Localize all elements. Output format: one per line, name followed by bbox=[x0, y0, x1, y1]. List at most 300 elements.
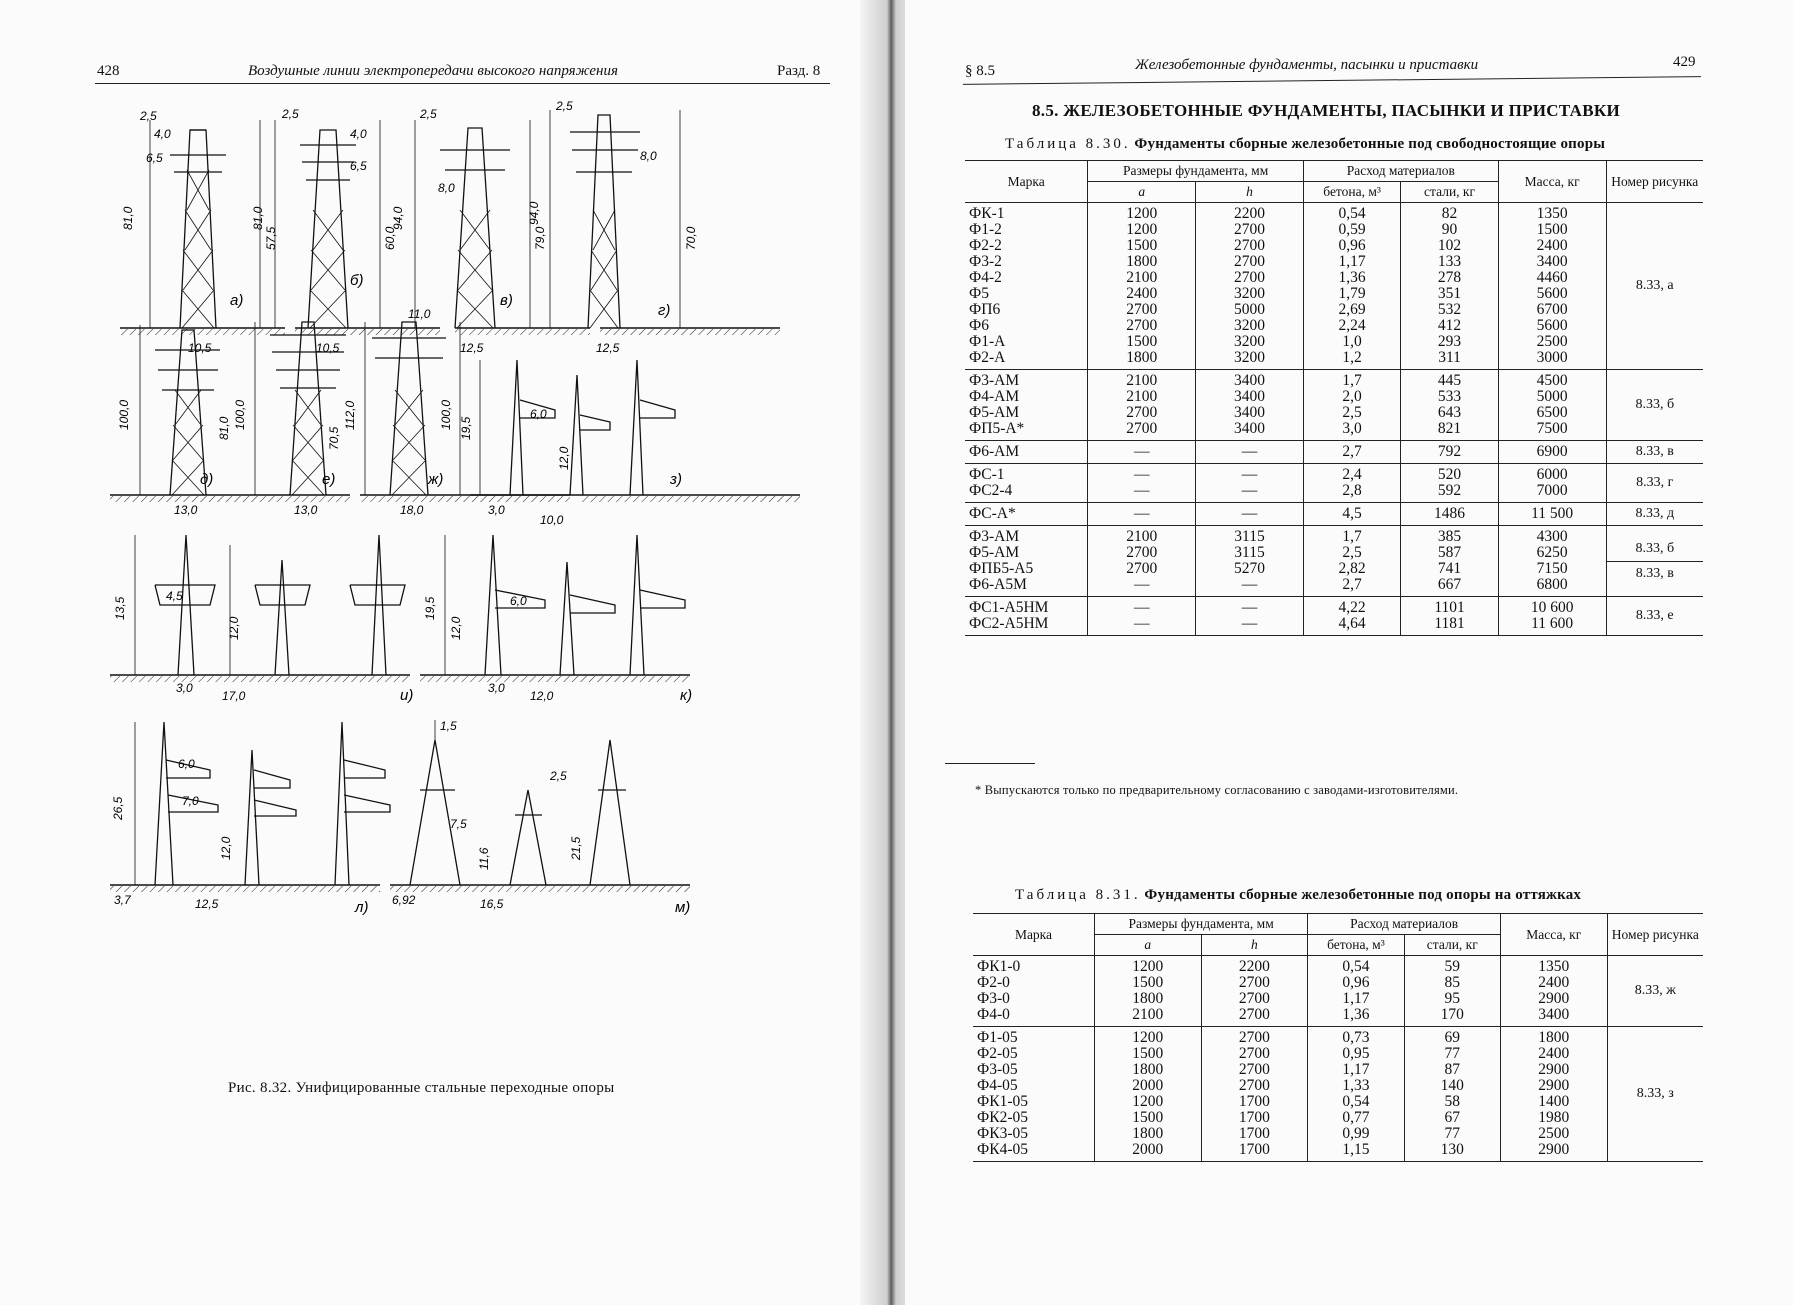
cell-fig bbox=[1606, 526, 1703, 597]
cell-value: 8.33, в bbox=[1635, 444, 1674, 459]
cell-value: 7150 bbox=[1536, 560, 1568, 577]
dim-l-arm2: 7,0 bbox=[182, 794, 199, 808]
cell-value: 6700 bbox=[1536, 301, 1568, 318]
label-g: г) bbox=[658, 302, 671, 319]
cell-value: 2100 bbox=[1126, 528, 1158, 545]
cell-value: 1200 bbox=[1126, 205, 1158, 222]
cell-value: 0,54 bbox=[1338, 205, 1366, 222]
dim-a-top: 4,0 bbox=[154, 127, 171, 141]
cell-value: ФС2-А5НМ bbox=[969, 615, 1049, 632]
cell-value: Ф1-А bbox=[969, 333, 1006, 350]
cell-steel bbox=[1401, 597, 1498, 636]
header-rule bbox=[95, 83, 830, 84]
cell-a bbox=[1088, 597, 1196, 636]
cell-fig bbox=[1606, 464, 1703, 503]
cell-value: 1200 bbox=[1132, 1093, 1164, 1110]
cell-steel bbox=[1401, 370, 1498, 441]
cell-mass bbox=[1498, 464, 1606, 503]
table-831-title: Фундаменты сборные железобетонные под опоры на оттяжках bbox=[1144, 887, 1582, 903]
cell-value: 6800 bbox=[1536, 576, 1568, 593]
cell-value: — bbox=[1133, 505, 1150, 522]
dim-i-h: 13,5 bbox=[113, 596, 127, 620]
cell-steel bbox=[1401, 464, 1498, 503]
cell-a bbox=[1088, 503, 1196, 526]
cell-value: 2,7 bbox=[1342, 443, 1362, 460]
dim-a-lo: 57,5 bbox=[264, 226, 278, 250]
cell-value: Ф3-0 bbox=[977, 990, 1010, 1007]
section-ref: Разд. 8 bbox=[777, 63, 821, 79]
tower-k bbox=[445, 535, 685, 675]
table-831-body bbox=[973, 956, 1703, 1162]
cell-value: 821 bbox=[1437, 420, 1462, 437]
dim-d-h: 100,0 bbox=[117, 399, 131, 430]
cell-value: 7500 bbox=[1536, 420, 1568, 437]
th-concrete: бетона, м³ bbox=[1308, 935, 1404, 956]
cell-value: Ф3-2 bbox=[969, 253, 1002, 270]
cell-value: 1486 bbox=[1434, 505, 1466, 522]
dim-k-span: 12,0 bbox=[530, 689, 554, 703]
cell-value: Ф4-АМ bbox=[969, 388, 1020, 405]
table-row-group bbox=[965, 370, 1703, 441]
th-materials: Расход материалов bbox=[1303, 161, 1498, 182]
cell-value: 5000 bbox=[1536, 388, 1568, 405]
cell-value: — bbox=[1241, 482, 1258, 499]
tower-l bbox=[135, 722, 390, 885]
cell-value: 2700 bbox=[1234, 221, 1265, 238]
dim-z-off: 3,0 bbox=[488, 503, 505, 517]
th-h: h bbox=[1196, 182, 1304, 203]
cell-value: 8.33, ж bbox=[1634, 983, 1676, 998]
dim-m-top: 1,5 bbox=[440, 719, 457, 733]
cell-value: 741 bbox=[1437, 560, 1462, 577]
table-row-group bbox=[965, 464, 1703, 503]
cell-marks bbox=[965, 203, 1088, 370]
cell-h bbox=[1201, 1027, 1308, 1162]
cell-value: 1700 bbox=[1238, 1109, 1270, 1126]
cell-value: 2,5 bbox=[1342, 544, 1362, 561]
cell-value: 1,17 bbox=[1342, 1061, 1370, 1078]
table-row-group bbox=[973, 956, 1703, 1027]
dim-v-base: 12,5 bbox=[460, 341, 484, 355]
cell-h bbox=[1196, 441, 1304, 464]
cell-value: 2700 bbox=[1126, 317, 1158, 334]
cell-value: 10 600 bbox=[1530, 599, 1574, 616]
cell-value: Ф5-АМ bbox=[969, 544, 1020, 561]
cell-value: 1,36 bbox=[1342, 1006, 1370, 1023]
cell-value: Ф1-05 bbox=[977, 1029, 1018, 1046]
cell-value: Ф5-АМ bbox=[969, 404, 1020, 421]
cell-value: 2,7 bbox=[1342, 576, 1362, 593]
cell-value: 1,36 bbox=[1338, 269, 1366, 286]
cell-value: 11 500 bbox=[1531, 505, 1574, 522]
dim-b-h: 81,0 bbox=[251, 206, 265, 230]
cell-value: 1350 bbox=[1536, 205, 1568, 222]
cell-value: 278 bbox=[1437, 269, 1462, 286]
cell-value: 2400 bbox=[1538, 1045, 1570, 1062]
cell-value: 2100 bbox=[1126, 269, 1158, 286]
dim-g-lo: 70,0 bbox=[684, 226, 698, 250]
dim-b-lo: 60,0 bbox=[383, 226, 397, 250]
cell-marks bbox=[965, 597, 1088, 636]
cell-value: 3400 bbox=[1234, 372, 1265, 389]
cell-marks bbox=[973, 1027, 1094, 1162]
cell-value: 385 bbox=[1437, 528, 1462, 545]
cell-value: 5270 bbox=[1234, 560, 1265, 577]
table-830-body bbox=[965, 203, 1703, 636]
cell-fig bbox=[1606, 597, 1703, 636]
cell-value: 2,69 bbox=[1338, 301, 1366, 318]
table-row-group bbox=[965, 526, 1703, 597]
cell-value: 412 bbox=[1437, 317, 1462, 334]
cell-value: 2700 bbox=[1238, 1061, 1270, 1078]
cell-value: 8.33, д bbox=[1635, 506, 1675, 521]
cell-value: 1800 bbox=[1132, 1125, 1164, 1142]
cell-value: 1700 bbox=[1238, 1141, 1270, 1158]
running-title: Железобетонные фундаменты, пасынки и приставки bbox=[1135, 57, 1479, 73]
cell-value: 2900 bbox=[1538, 1061, 1570, 1078]
cell-value: 8.33, з bbox=[1636, 1086, 1674, 1101]
dim-g-arm: 8,0 bbox=[640, 149, 657, 163]
cell-mass bbox=[1498, 441, 1606, 464]
table-831 bbox=[973, 913, 1703, 1162]
cell-value: 3200 bbox=[1234, 285, 1265, 302]
cell-value: 1,15 bbox=[1342, 1141, 1370, 1158]
cell-value: 2,24 bbox=[1338, 317, 1366, 334]
cell-h bbox=[1201, 956, 1308, 1027]
cell-value: 2100 bbox=[1132, 1006, 1164, 1023]
cell-marks bbox=[965, 503, 1088, 526]
tower-d bbox=[140, 325, 220, 495]
cell-value: 11 600 bbox=[1531, 615, 1574, 632]
th-mass: Масса, кг bbox=[1498, 161, 1606, 203]
cell-value: 3400 bbox=[1536, 253, 1568, 270]
cell-value: 8.33, б bbox=[1635, 397, 1675, 412]
table-831-caption bbox=[1015, 887, 1581, 904]
dim-a-arm: 6,5 bbox=[146, 151, 163, 165]
cell-value: 2700 bbox=[1238, 1006, 1270, 1023]
cell-value: 2700 bbox=[1234, 253, 1265, 270]
dim-m-h: 21,5 bbox=[569, 836, 583, 860]
cell-value: — bbox=[1241, 443, 1258, 460]
table-row-group bbox=[965, 597, 1703, 636]
cell-value: 311 bbox=[1438, 349, 1461, 366]
cell-value: 1500 bbox=[1132, 1109, 1164, 1126]
table-830-title: Фундаменты сборные железобетонные под свободностоящие опоры bbox=[1134, 136, 1606, 152]
tower-i bbox=[135, 535, 405, 675]
dim-m-span: 16,5 bbox=[480, 897, 504, 911]
cell-a bbox=[1088, 203, 1196, 370]
cell-value: 1,7 bbox=[1342, 372, 1362, 389]
cell-value: 1200 bbox=[1126, 221, 1158, 238]
cell-value: 587 bbox=[1437, 544, 1462, 561]
cell-mass bbox=[1500, 956, 1607, 1027]
cell-value: 69 bbox=[1444, 1029, 1461, 1046]
cell-concrete bbox=[1303, 370, 1400, 441]
cell-value: 0,54 bbox=[1342, 958, 1370, 975]
cell-mass bbox=[1498, 597, 1606, 636]
cell-value: ФС2-4 bbox=[969, 482, 1013, 499]
cell-value: 1800 bbox=[1126, 349, 1158, 366]
cell-concrete bbox=[1308, 956, 1404, 1027]
cell-value: 1500 bbox=[1126, 333, 1158, 350]
cell-value: 2,0 bbox=[1342, 388, 1362, 405]
cell-value: 2200 bbox=[1238, 958, 1270, 975]
tower-g bbox=[550, 110, 680, 328]
label-z: з) bbox=[670, 471, 682, 488]
cell-value: 77 bbox=[1444, 1125, 1461, 1142]
th-steel: стали, кг bbox=[1404, 935, 1500, 956]
dim-g-base: 12,5 bbox=[596, 341, 620, 355]
cell-value: 2,8 bbox=[1342, 482, 1362, 499]
dim-zh-base: 18,0 bbox=[400, 503, 424, 517]
cell-value: 7000 bbox=[1536, 482, 1568, 499]
tower-b bbox=[275, 120, 380, 328]
cell-value: Ф4-2 bbox=[969, 269, 1002, 286]
cell-value: 2900 bbox=[1538, 990, 1570, 1007]
th-h: h bbox=[1201, 935, 1308, 956]
dim-k-arm: 6,0 bbox=[510, 594, 527, 608]
th-mass: Масса, кг bbox=[1500, 914, 1607, 956]
cell-value: 2700 bbox=[1238, 1045, 1270, 1062]
cell-value: 6900 bbox=[1536, 443, 1568, 460]
cell-value: 4,5 bbox=[1342, 505, 1362, 522]
cell-value: 2000 bbox=[1132, 1141, 1164, 1158]
cell-value: — bbox=[1133, 576, 1150, 593]
dim-b-top: 4,0 bbox=[350, 127, 367, 141]
cell-value: 1200 bbox=[1132, 1029, 1164, 1046]
dim-m-arm: 2,5 bbox=[550, 769, 567, 783]
cell-value: — bbox=[1241, 599, 1258, 616]
cell-value: Ф2-2 bbox=[969, 237, 1002, 254]
cell-value: 1800 bbox=[1132, 1061, 1164, 1078]
label-k: к) bbox=[680, 687, 693, 704]
cell-value: ФПБ5-А5 bbox=[969, 560, 1034, 577]
cell-value: 77 bbox=[1444, 1045, 1461, 1062]
cell-value: 0,77 bbox=[1342, 1109, 1370, 1126]
cell-value: 2400 bbox=[1536, 237, 1568, 254]
cell-value: 1800 bbox=[1132, 990, 1164, 1007]
cell-marks bbox=[965, 370, 1088, 441]
cell-fig bbox=[1606, 370, 1703, 441]
cell-value: 85 bbox=[1444, 974, 1461, 991]
right-page bbox=[905, 0, 1794, 1305]
dim-i-arm: 4,5 bbox=[166, 589, 183, 603]
cell-fig bbox=[1606, 203, 1703, 370]
table-830 bbox=[965, 160, 1703, 636]
cell-value: 1,17 bbox=[1342, 990, 1370, 1007]
cell-h bbox=[1196, 370, 1304, 441]
cell-value: Ф6 bbox=[969, 317, 989, 334]
cell-value: 1800 bbox=[1126, 253, 1158, 270]
cell-steel bbox=[1401, 503, 1498, 526]
table-830-caption bbox=[1005, 136, 1605, 153]
dim-l-span: 12,5 bbox=[195, 897, 219, 911]
cell-value: 5600 bbox=[1536, 317, 1568, 334]
cell-value: 1,2 bbox=[1342, 349, 1362, 366]
page-number: 428 bbox=[97, 63, 120, 79]
cell-value: 1500 bbox=[1536, 221, 1568, 238]
cell-value: 1800 bbox=[1538, 1029, 1570, 1046]
cell-value: 1200 bbox=[1132, 958, 1164, 975]
cell-value: ФК1-05 bbox=[977, 1093, 1028, 1110]
cell-a bbox=[1088, 526, 1196, 597]
cell-value: 6500 bbox=[1536, 404, 1568, 421]
cell-value: 2,4 bbox=[1342, 466, 1362, 483]
cell-value: 1350 bbox=[1538, 958, 1570, 975]
cell-value: 643 bbox=[1437, 404, 1462, 421]
cell-value: 2400 bbox=[1126, 285, 1158, 302]
cell-steel bbox=[1401, 203, 1498, 370]
cell-value: 5000 bbox=[1234, 301, 1265, 318]
cell-value: 0,54 bbox=[1342, 1093, 1370, 1110]
cell-value: 8.33, в bbox=[1607, 561, 1703, 582]
dim-m-mid: 11,6 bbox=[477, 847, 491, 870]
th-materials: Расход материалов bbox=[1308, 914, 1501, 935]
tower-figure bbox=[110, 100, 830, 1050]
dim-v-h: 94,0 bbox=[391, 206, 405, 230]
cell-concrete bbox=[1303, 203, 1400, 370]
cell-value: 3,0 bbox=[1342, 420, 1362, 437]
cell-mass bbox=[1500, 1027, 1607, 1162]
cell-value: 1,0 bbox=[1342, 333, 1362, 350]
cell-h bbox=[1196, 503, 1304, 526]
cell-value: 1,7 bbox=[1342, 528, 1362, 545]
dim-v-lo: 79,0 bbox=[533, 226, 547, 250]
cell-value: ФК3-05 bbox=[977, 1125, 1028, 1142]
cell-value: 130 bbox=[1440, 1141, 1464, 1158]
label-d: д) bbox=[200, 471, 214, 488]
tower-z bbox=[480, 360, 675, 495]
cell-value: 1500 bbox=[1132, 1045, 1164, 1062]
th-mark: Марка bbox=[973, 914, 1094, 956]
cell-value: 5600 bbox=[1536, 285, 1568, 302]
cell-value: 0,95 bbox=[1342, 1045, 1370, 1062]
cell-value: 3200 bbox=[1234, 333, 1265, 350]
cell-value: 6000 bbox=[1536, 466, 1568, 483]
row1-ground bbox=[120, 328, 780, 335]
dim-z-mid: 12,0 bbox=[557, 446, 571, 470]
th-dims: Размеры фундамента, мм bbox=[1088, 161, 1304, 182]
cell-value: 170 bbox=[1440, 1006, 1464, 1023]
th-fig: Номер рисунка bbox=[1607, 914, 1703, 956]
cell-value: 2900 bbox=[1538, 1077, 1570, 1094]
label-m: м) bbox=[675, 899, 691, 916]
cell-value: — bbox=[1133, 443, 1150, 460]
tower-a bbox=[150, 120, 260, 328]
table-row-group bbox=[973, 1027, 1703, 1162]
cell-value: 6250 bbox=[1536, 544, 1568, 561]
cell-value: 293 bbox=[1437, 333, 1462, 350]
cell-value: 4500 bbox=[1536, 372, 1568, 389]
cell-value: 3200 bbox=[1234, 317, 1265, 334]
dim-b-base: 10,5 bbox=[316, 341, 340, 355]
cell-value: 0,96 bbox=[1338, 237, 1366, 254]
dim-zh-lo: 100,0 bbox=[439, 399, 453, 430]
dim-z-span: 10,0 bbox=[540, 513, 564, 527]
cell-value: — bbox=[1133, 466, 1150, 483]
cell-value: 1,33 bbox=[1342, 1077, 1370, 1094]
cell-value: 8.33, г bbox=[1636, 475, 1674, 490]
cell-value: 792 bbox=[1437, 443, 1462, 460]
cell-value: 1500 bbox=[1132, 974, 1164, 991]
cell-value: — bbox=[1241, 466, 1258, 483]
cell-value: ФК1-0 bbox=[977, 958, 1021, 975]
cell-mass bbox=[1498, 503, 1606, 526]
cell-value: 3115 bbox=[1234, 528, 1265, 545]
cell-value: 8.33, а bbox=[1635, 278, 1674, 293]
cell-value: Ф6-АМ bbox=[969, 443, 1020, 460]
cell-steel bbox=[1401, 526, 1498, 597]
cell-value: 532 bbox=[1437, 301, 1462, 318]
dim-b-arm: 6,5 bbox=[350, 159, 367, 173]
cell-value: Ф2-05 bbox=[977, 1045, 1018, 1062]
cell-value: 2400 bbox=[1538, 974, 1570, 991]
cell-value: Ф3-05 bbox=[977, 1061, 1018, 1078]
dim-i-base: 3,0 bbox=[176, 681, 193, 695]
cell-value: 0,99 bbox=[1342, 1125, 1370, 1142]
cell-h bbox=[1196, 526, 1304, 597]
dim-k-h: 19,5 bbox=[423, 596, 437, 620]
dim-zh-top: 11,0 bbox=[408, 307, 431, 321]
row3-ground bbox=[110, 675, 690, 682]
cell-value: 2000 bbox=[1132, 1077, 1164, 1094]
cell-mass bbox=[1498, 370, 1606, 441]
figure-caption: Рис. 8.32. Унифицированные стальные переходные опоры bbox=[228, 1080, 615, 1096]
cell-value: 2500 bbox=[1538, 1125, 1570, 1142]
cell-value: Ф6-А5М bbox=[969, 576, 1027, 593]
dim-a-w: 2,5 bbox=[140, 109, 157, 123]
cell-a bbox=[1088, 464, 1196, 503]
dim-k-base: 3,0 bbox=[488, 681, 505, 695]
cell-a bbox=[1094, 1027, 1201, 1162]
cell-value: 3400 bbox=[1234, 420, 1265, 437]
cell-mass bbox=[1498, 203, 1606, 370]
cell-value: 3400 bbox=[1234, 404, 1265, 421]
row2-ground bbox=[110, 495, 800, 502]
running-title: Воздушные линии электропередачи высокого напряжения bbox=[248, 63, 618, 79]
dim-a-base: 10,5 bbox=[188, 341, 212, 355]
cell-value: 59 bbox=[1444, 958, 1461, 975]
cell-value: 1101 bbox=[1434, 599, 1465, 616]
cell-value: 2100 bbox=[1126, 372, 1158, 389]
cell-concrete bbox=[1308, 1027, 1404, 1162]
header-rule bbox=[963, 76, 1701, 85]
footnote: * Выпускаются только по предварительному согласованию с заводами-изготовителями. bbox=[975, 783, 1459, 797]
dim-a-h: 81,0 bbox=[121, 206, 135, 230]
cell-concrete bbox=[1303, 597, 1400, 636]
cell-value: ФС-А* bbox=[969, 505, 1016, 522]
cell-value: 445 bbox=[1437, 372, 1462, 389]
cell-value: 0,96 bbox=[1342, 974, 1370, 991]
cell-a bbox=[1094, 956, 1201, 1027]
label-l: л) bbox=[355, 899, 369, 916]
cell-value: 90 bbox=[1441, 221, 1458, 238]
cell-value: Ф3-АМ bbox=[969, 528, 1020, 545]
cell-marks bbox=[965, 526, 1088, 597]
th-a: a bbox=[1094, 935, 1201, 956]
label-i: и) bbox=[400, 687, 414, 704]
cell-value: 2,82 bbox=[1338, 560, 1366, 577]
cell-value: 351 bbox=[1437, 285, 1462, 302]
cell-value: 2900 bbox=[1538, 1141, 1570, 1158]
dim-d-base: 13,0 bbox=[174, 503, 198, 517]
table-830-label: Таблица 8.30. bbox=[1005, 136, 1131, 152]
table-831-label: Таблица 8.31. bbox=[1015, 887, 1141, 903]
table-row-group bbox=[965, 203, 1703, 370]
cell-concrete bbox=[1303, 441, 1400, 464]
cell-value: 1980 bbox=[1538, 1109, 1570, 1126]
section-title: 8.5. ЖЕЛЕЗОБЕТОННЫЕ ФУНДАМЕНТЫ, ПАСЫНКИ И ПРИСТАВКИ bbox=[1032, 101, 1621, 120]
